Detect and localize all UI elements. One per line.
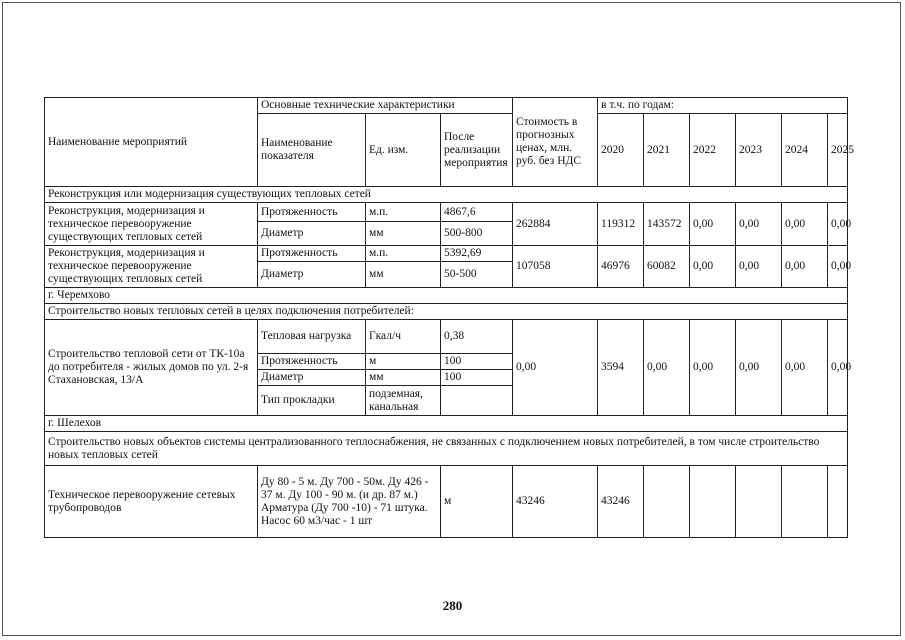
value: 100	[441, 354, 513, 370]
year-2025-value: 0,00	[828, 320, 848, 416]
header-cost: Стоимость в прогнозных ценах, млн. руб. без НДС	[513, 98, 598, 187]
unit: подземная, канальная	[366, 386, 441, 416]
indicator: Тип прокладки	[258, 386, 366, 416]
unit: мм	[366, 222, 441, 246]
indicator: Протяженность	[258, 246, 366, 262]
indicator: Диаметр	[258, 262, 366, 288]
year-2024-value: 0,00	[782, 203, 828, 246]
value: 50-500	[441, 262, 513, 288]
year-2022-value: 0,00	[690, 246, 736, 288]
year-2022-value: 0,00	[690, 320, 736, 416]
unit: м.п.	[366, 246, 441, 262]
year-2021-value: 0,00	[644, 320, 690, 416]
header-name: Наименование мероприятий	[45, 98, 258, 187]
empty-cell	[690, 466, 736, 538]
header-year: 2025	[828, 114, 848, 187]
cost: 43246	[598, 466, 644, 538]
year-2023-value: 0,00	[736, 203, 782, 246]
measure-name: Реконструкция, модернизация и техническое перевооружение существующих тепловых сетей	[45, 246, 258, 288]
header-tech-group: Основные технические характеристики	[258, 98, 513, 114]
year-2025-value: 0,00	[828, 203, 848, 246]
value: 0,38	[441, 320, 513, 354]
header-unit: Ед. изм.	[366, 114, 441, 187]
cost: 262884	[513, 203, 598, 246]
unit: Гкал/ч	[366, 320, 441, 354]
indicator: Протяженность	[258, 203, 366, 222]
value	[441, 386, 513, 416]
empty-cell	[828, 466, 848, 538]
investment-table	[44, 97, 855, 538]
section-title: Строительство новых тепловых сетей в целях подключения потребителей:	[45, 304, 848, 320]
header-year: 2023	[736, 114, 782, 187]
year-2021-value: 60082	[644, 246, 690, 288]
empty-cell	[644, 466, 690, 538]
header-after: После реализации мероприятия	[441, 114, 513, 187]
year-2020-value: 46976	[598, 246, 644, 288]
unit: мм	[366, 262, 441, 288]
year-2020-value: 119312	[598, 203, 644, 246]
year-2020-value: 3594	[598, 320, 644, 416]
header-year: 2021	[644, 114, 690, 187]
year-2024-value: 0,00	[782, 246, 828, 288]
value: 100	[441, 370, 513, 386]
city-title: г. Черемхово	[45, 288, 848, 304]
measure-name: Реконструкция, модернизация и техническое перевооружение существующих тепловых сетей	[45, 203, 258, 246]
section-title: Строительство новых объектов системы централизованного теплоснабжения, не связанных с подключением новых потребителей, в том числе строительство новых тепловых сетей	[45, 432, 848, 466]
year-2023-value: 0,00	[736, 246, 782, 288]
page-number: 280	[442, 598, 463, 613]
unit: м	[366, 354, 441, 370]
indicator: Ду 80 - 5 м. Ду 700 - 50м. Ду 426 - 37 м. Ду 100 - 90 м. (и др. 87 м.) Арматура (Ду 700 -10) - 71 штука. Насос 60 м3/час - 1 шт	[258, 466, 441, 538]
year-2024-value: 0,00	[782, 320, 828, 416]
header-year: 2022	[690, 114, 736, 187]
value: 43246	[513, 466, 598, 538]
cost: 0,00	[513, 320, 598, 416]
empty-cell	[736, 466, 782, 538]
year-2025-value: 0,00	[828, 246, 848, 288]
section-title: Реконструкция или модернизация существующих тепловых сетей	[45, 187, 848, 203]
value: 5392,69	[441, 246, 513, 262]
year-2023-value: 0,00	[736, 320, 782, 416]
year-2022-value: 0,00	[690, 203, 736, 246]
value: 500-800	[441, 222, 513, 246]
indicator: Тепловая нагрузка	[258, 320, 366, 354]
header-years-group: в т.ч. по годам:	[598, 98, 848, 114]
unit: м	[441, 466, 513, 538]
year-2021-value: 143572	[644, 203, 690, 246]
header-year: 2020	[598, 114, 644, 187]
empty-cell	[782, 466, 828, 538]
cost: 107058	[513, 246, 598, 288]
header-year: 2024	[782, 114, 828, 187]
value: 4867,6	[441, 203, 513, 222]
measure-name: Строительство тепловой сети от ТК-10а до потребителя - жилых домов по ул. 2-я Стахановская, 13/А	[45, 320, 258, 416]
header-indicator: Наименование показателя	[258, 114, 366, 187]
unit: м.п.	[366, 203, 441, 222]
city-title: г. Шелехов	[45, 416, 848, 432]
indicator: Диаметр	[258, 370, 366, 386]
measure-name: Техническое перевооружение сетевых трубопроводов	[45, 466, 258, 538]
indicator: Протяженность	[258, 354, 366, 370]
indicator: Диаметр	[258, 222, 366, 246]
unit: мм	[366, 370, 441, 386]
